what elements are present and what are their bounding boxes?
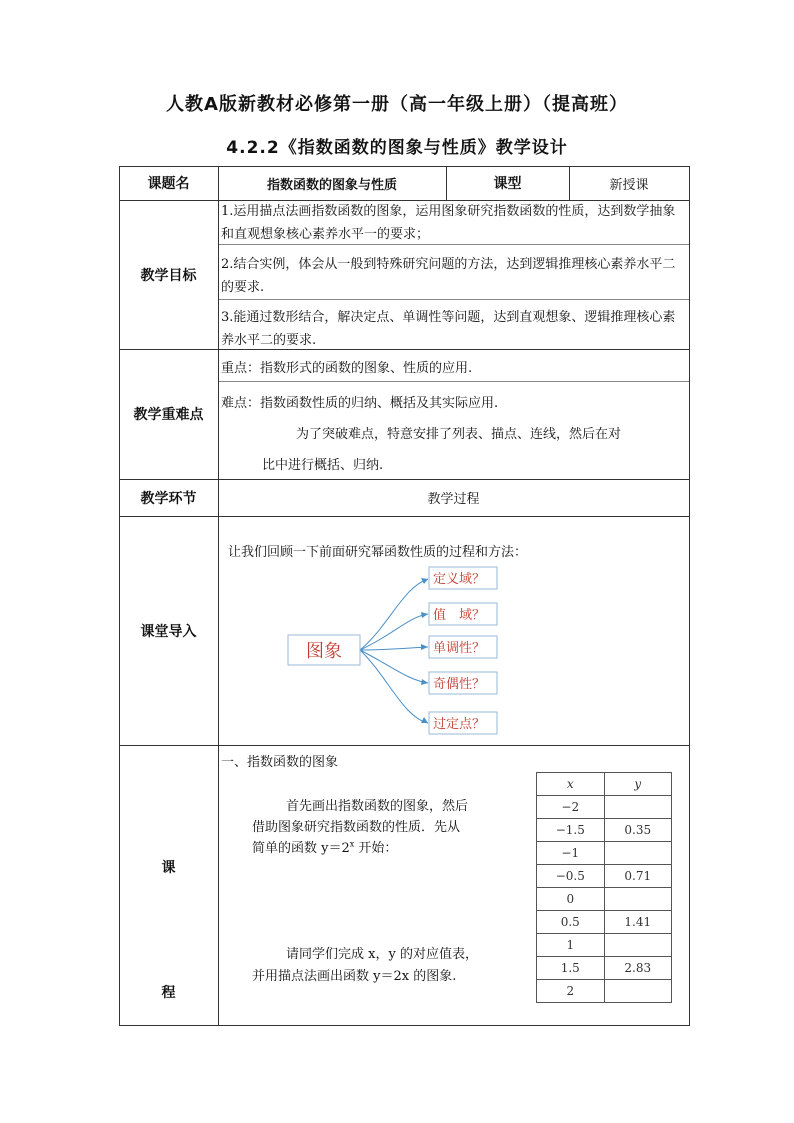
para1-line2: 借助图象研究指数函数的性质．先从 — [252, 820, 461, 835]
table-cell-x: −1.5 — [537, 819, 605, 842]
key-point: 重点：指数形式的函数的图象、性质的应用. — [221, 361, 473, 376]
section-heading: 一、指数函数的图象 — [221, 755, 339, 770]
table-row — [537, 888, 672, 911]
value-table-header-x: x — [537, 773, 605, 796]
mindmap-branch-4: 奇偶性？ — [433, 677, 486, 692]
table-cell-y — [604, 934, 671, 957]
table-cell-y — [604, 980, 671, 1003]
goals-label: 教学目标 — [140, 267, 197, 284]
value-table — [536, 772, 672, 1003]
table-row — [537, 957, 672, 980]
table-row — [537, 934, 672, 957]
table-cell-x: −0.5 — [537, 865, 605, 888]
mindmap-link-4 — [360, 650, 428, 683]
mindmap-link-1 — [360, 579, 428, 650]
goal-3: 3.能通过数形结合，解决定点、单调性等问题，达到直观想象、逻辑推理核心素养水平二的要求. — [221, 310, 676, 348]
difficulty: 难点：指数函数性质的归纳、概括及其实际应用. — [221, 396, 499, 411]
intro-text: 让我们回顾一下前面研究幂函数性质的过程和方法： — [228, 545, 528, 560]
topic-label: 课题名 — [147, 176, 190, 192]
table-row — [537, 911, 672, 934]
table-row — [537, 842, 672, 865]
mindmap-arrow-3 — [421, 644, 428, 650]
table-cell-y: 0.71 — [604, 865, 671, 888]
table-row — [537, 819, 672, 842]
mindmap-arrow-2 — [421, 612, 428, 618]
table-cell-x: 1.5 — [537, 957, 605, 980]
intro-label: 课堂导入 — [140, 623, 197, 640]
lesson-label-2: 程 — [161, 985, 176, 1001]
mindmap-branch-5: 过定点？ — [433, 717, 486, 732]
para1-line3 — [252, 837, 397, 856]
table-cell-y: 0.35 — [604, 819, 671, 842]
mindmap-link-3 — [360, 647, 428, 650]
table-row — [537, 796, 672, 819]
difficulty-note-1: 为了突破难点，特意安排了列表、描点、连线，然后在对 — [296, 427, 622, 442]
mindmap-arrow-5 — [421, 717, 428, 723]
table-row — [537, 865, 672, 888]
value-table-header-y: y — [604, 773, 671, 796]
topic-value: 指数函数的图象与性质 — [266, 177, 397, 193]
mindmap-arrow-1 — [421, 578, 428, 584]
keypoints-label: 教学重难点 — [133, 407, 204, 423]
table-cell-x: 1 — [537, 934, 605, 957]
mindmap-branch-3: 单调性？ — [433, 641, 486, 656]
para1-tail: 开始： — [358, 841, 398, 856]
goal-1: 1.运用描点法画指数函数的图象，运用图象研究指数函数的性质，达到数学抽象和直观想象核心素养水平一的要求； — [221, 204, 676, 242]
para1-sup: x — [349, 839, 355, 849]
mindmap-branch-1: 定义域？ — [433, 572, 486, 587]
mindmap-center: 图象 — [306, 641, 342, 662]
goal-2: 2.结合实例，体会从一般到特殊研究问题的方法，达到逻辑推理核心素养水平二的要求. — [221, 257, 676, 295]
type-value: 新授课 — [609, 177, 649, 193]
value-table-header — [537, 773, 672, 796]
mindmap-link-5 — [360, 650, 428, 723]
mindmap-diagram — [218, 517, 688, 745]
difficulty-note-2: 比中进行概括、归纳. — [262, 458, 384, 473]
para1-line1: 首先画出指数函数的图象，然后 — [286, 799, 469, 814]
table-cell-y: 2.83 — [604, 957, 671, 980]
table-cell-x: 0 — [537, 888, 605, 911]
mindmap-link-2 — [360, 614, 428, 650]
document-title: 人教A版新教材必修第一册（高一年级上册）（提高班） — [166, 94, 628, 115]
para1-line3-text: 简单的函数 y＝2 — [252, 841, 350, 856]
table-cell-x: −1 — [537, 842, 605, 865]
lesson-title: 4.2.2《指数函数的图象与性质》教学设计 — [226, 138, 568, 158]
mindmap-arrow-4 — [421, 679, 428, 685]
table-cell-x: 2 — [537, 980, 605, 1003]
para2-line2: 并用描点法画出函数 y＝2x 的图象. — [252, 969, 457, 984]
type-label: 课型 — [493, 176, 522, 192]
table-cell-y — [604, 888, 671, 911]
table-row — [537, 980, 672, 1003]
table-cell-y — [604, 796, 671, 819]
table-cell-x: −2 — [537, 796, 605, 819]
process-label: 教学过程 — [427, 492, 480, 507]
mindmap-branch-2: 值 域？ — [433, 608, 486, 623]
stage-label: 教学环节 — [140, 490, 197, 507]
table-cell-y: 1.41 — [604, 911, 671, 934]
para2-line1: 请同学们完成 x，y 的对应值表， — [286, 947, 478, 962]
table-cell-x: 0.5 — [537, 911, 605, 934]
lesson-label-1: 课 — [161, 860, 176, 876]
table-cell-y — [604, 842, 671, 865]
